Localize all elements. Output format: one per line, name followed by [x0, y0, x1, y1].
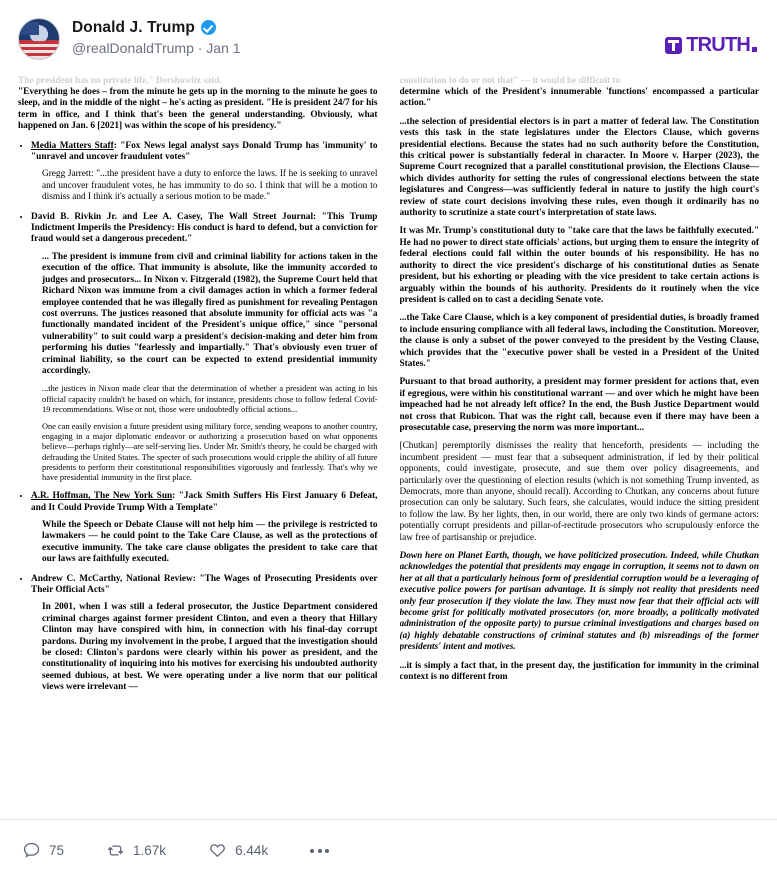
reply-button[interactable]: [22, 841, 64, 860]
source-name[interactable]: A.R. Hoffman, The New York Sun: [31, 491, 173, 502]
handle-and-date[interactable]: @realDonaldTrump · Jan 1: [72, 40, 241, 56]
right-paragraph-2: ...the selection of presidential electors is in part a matter of federal law. The Constitution vests this task in the state legislatures under the Electors Clause, which governs presidential elections. Because the states had no such authority before the Constitution, this critical power is substantially federal in character. In Moore v. Harper (2023), the Supreme Court recognized that a parallel constitutional provision, the Elections Clause—which divides authority for setting the rules of congressional elections between the state legislatures and Congress—was sufficiently federal in nature to justify the high court's review of state court decisions involving these rules, even though it ordinarily has no authority to scrutinize a state court's interpretation of state laws.: [399, 116, 759, 219]
quote-block: ... The president is immune from civil and criminal liability for actions taken in the execution of the office. That immunity is absolute, like the immunity accorded to judges and prosecutors... In Nixon v. Fitzgerald (1982), the Supreme Court held that Richard Nixon was immune from a civil damages action in which a former federal employee contended that he was illegally fired as punishment for revealing Pentagon cost overruns. The justices reasoned that absolute immunity for official acts was "a functionally mandated incident of the President's unique office," since "personal vulnerability" to suit could warp a president's decision-making and deter him from performing his duties "fearlessly and impartially." That's obviously even truer of criminal liability, so the court can be expected to extend presidential immunity accordingly.: [42, 251, 378, 376]
two-column-layout: [18, 76, 759, 819]
left-bullet-list: [18, 140, 378, 694]
list-item: [31, 490, 378, 565]
source-title: : "Fox News legal analyst says Donald Trump has 'immunity' to "unravel and uncover fraudulent votes": [31, 140, 378, 163]
source-name[interactable]: David B. Rivkin Jr. and Lee A. Casey, The Wall Street Journal: [31, 211, 314, 222]
post-action-bar: [0, 819, 777, 881]
left-paragraph-1: "Everything he does – from the minute he gets up in the morning to the minute he goes to sleep, and in the middle of the night – he's acting as president. "He is president 24/7 for his term in office, and I think that's been the general understanding. Obviously, what happened on Jan. 6 [2021] was within the scope of his presidency.": [18, 87, 378, 132]
quote-block: In 2001, when I was still a federal prosecutor, the Justice Department considered criminal charges against former president Clinton, and even a theory that Hillary Clinton may have conspired with him, in connection with his final-day corrupt pardons. During my involvement in the probe, I argued that the investigation should be closed: Clinton's pardons were clearly within his power as president, and the constitutionality of inquiring into his motives for exercising his undoubted authority seemed dubious, at best. We were operating under a live norm that our political views were irrelevant —: [42, 602, 378, 693]
right-paragraph-6: [Chutkan] peremptorily dismisses the reality that henceforth, presidents — including the incumbent president — must fear that a subsequent administration, if led by their political opponents, could investigate, prosecute, and sue them over policy disagreements, and particularly over the questioning of election results (which is not something Trump invented, as Democrats, more than anyone, should recall). According to Chutkan, any concerns about future prosecution can only be salutary. Such fears, she calculates, would induce the sitting president to follow the law. By her lights, then, in our world, there are only two kinds of germane actors: potentially corrupt presidents and pillar-of-rectitude prosecutors who scrupulously enforce the law free of partisanship or prejudice.: [399, 441, 759, 543]
right-paragraph-1: determine which of the President's innumerable 'functions' encompassed a particular action.": [399, 87, 759, 109]
right-paragraph-4: ...the Take Care Clause, which is a key component of presidential duties, is broadly framed to include ensuring compliance with all federal laws, including the Constitution. Moreover, the clause is only a subset of the power conveyed to the president by the Vesting Clause, which provides that the "executive power shall be vested in a President of the United States.": [399, 313, 759, 369]
source-title: : "This Trump Indictment Imperils the Presidency: His conduct is hard to defend, but a conviction for fraud would set a dangerous precedent.": [31, 211, 378, 245]
brand-dot-icon: [752, 47, 757, 52]
more-options-icon: [310, 849, 329, 853]
right-paragraph-3: It was Mr. Trump's constitutional duty to "take care that the laws be faithfully executed." He had no power to direct state officials' actions, but urging them to ensure the integrity of federal elections could fall within the outer bounds of his responsibility. He has no authority to direct the vice president's discharge of his constitutional duties as Senate president, but his exhorting or pleading with the vice president to take certain actions is arguably within the bounds of his authority. Presidents do it routinely when the vice president is called on to cast a deciding Senate vote.: [399, 226, 759, 305]
source-title: : "The Wages of Prosecuting Presidents over Their Official Acts": [31, 573, 378, 596]
like-button[interactable]: [208, 841, 268, 860]
reply-count: 75: [49, 843, 65, 858]
quote-block: One can easily envision a future president using military force, sending weapons to another country, engaging in a major diplomatic endeavor or authorizing a prosecution based on what opponents believe—perhaps rightly—are self-serving lies. Under Mr. Smith's theory, he could be charged with defrauding the United States. The specter of such prosecutions would cripple the ability of all future presidents to perform their constitutional responsibilities vigorously and fearlessly. That's why we have presidential immunity in the first place.: [42, 421, 378, 482]
avatar[interactable]: [18, 18, 60, 60]
truth-social-logo: [665, 34, 757, 57]
heart-icon: [208, 841, 227, 860]
left-column: [18, 76, 378, 819]
post-header: [0, 0, 777, 76]
more-options-button[interactable]: [310, 849, 329, 853]
right-clipped-line: constitution to do or not that" — it would be difficult to: [399, 76, 621, 85]
list-item: [31, 140, 378, 204]
right-column: [400, 76, 760, 819]
source-name[interactable]: Andrew C. McCarthy, National Review: [31, 573, 193, 584]
retruth-button[interactable]: [106, 841, 166, 860]
source-title: : "Jack Smith Suffers His First January 6 Defeat, and It Could Provide Trump With a Template": [31, 491, 378, 513]
right-paragraph-8: ...it is simply a fact that, in the present day, the justification for immunity in the criminal context is no different from: [399, 660, 759, 683]
brand-text: TRUTH: [686, 34, 750, 56]
source-name[interactable]: Media Matters Staff: [31, 140, 114, 151]
like-count: 6.44k: [235, 843, 269, 858]
verified-badge-icon: [201, 20, 216, 35]
quote-block: ...the justices in Nixon made clear that the determination of whether a president was acting in his official capacity couldn't be based on which, for instance, presidents chose to follow federal Covid-19 recommendations. Wise or not, those were undoubtedly official actions...: [42, 384, 378, 414]
comment-icon: [22, 841, 41, 860]
author-block: [72, 16, 241, 57]
right-paragraph-5: Pursuant to that broad authority, a president may former president for actions that, even if egregious, were within his constitutional warrant — and over which he might have been impeached had he not already left office? In the end, the Bush Justice Department would not cross that Rubicon. That was the right call, because even if there may have been a prosecutable case, preserving the norm was more important...: [399, 377, 759, 433]
retruth-count: 1.67k: [133, 843, 167, 858]
quote-block: While the Speech or Debate Clause will not help him — the privilege is restricted to lawmakers — he could point to the Take Care Clause, as well as the protections of executive immunity. The take care clause obligates the president to take care that our laws are faithfully executed.: [42, 519, 378, 565]
list-item: [31, 211, 378, 484]
quote-block: Gregg Jarrett: "...the president have a duty to enforce the laws. If he is seeking to unravel and uncover fraudulent votes, he has immunity to do so. I think that will be a motion to dismiss and I think it's actually a serious motion to be made.": [42, 169, 378, 203]
list-item: [31, 573, 378, 694]
display-name[interactable]: Donald J. Trump: [72, 19, 195, 36]
right-column-fade: [400, 805, 760, 819]
truth-mark-icon: [665, 37, 682, 54]
left-clipped-line: The president has no private life," Dershowitz said.: [18, 76, 222, 85]
author-name-row: [72, 18, 241, 37]
post-document-image[interactable]: [0, 76, 777, 819]
right-paragraph-7: Down here on Planet Earth, though, we have politicized prosecution. Indeed, while Chutkan acknowledges the potential that presidents may engage in corruption, it seems not to dawn on her at all that a particularly heinous form of presidential corruption would be a leveraging of executive police powers for partisan advantage. It is simply not reality that presidents need only fear prosecution if they violate the law. They must now fear that their official acts will become grist for politically motivated prosecutors (or, more broadly, a politically motivated administration of the opposite party) to pursue criminal investigations and charges based on (a) highly debatable constructions of criminal statutes and (b) misreadings of the former presidents' intent and motives.: [399, 551, 759, 653]
left-column-fade: [18, 805, 378, 819]
retweet-icon: [106, 841, 125, 860]
